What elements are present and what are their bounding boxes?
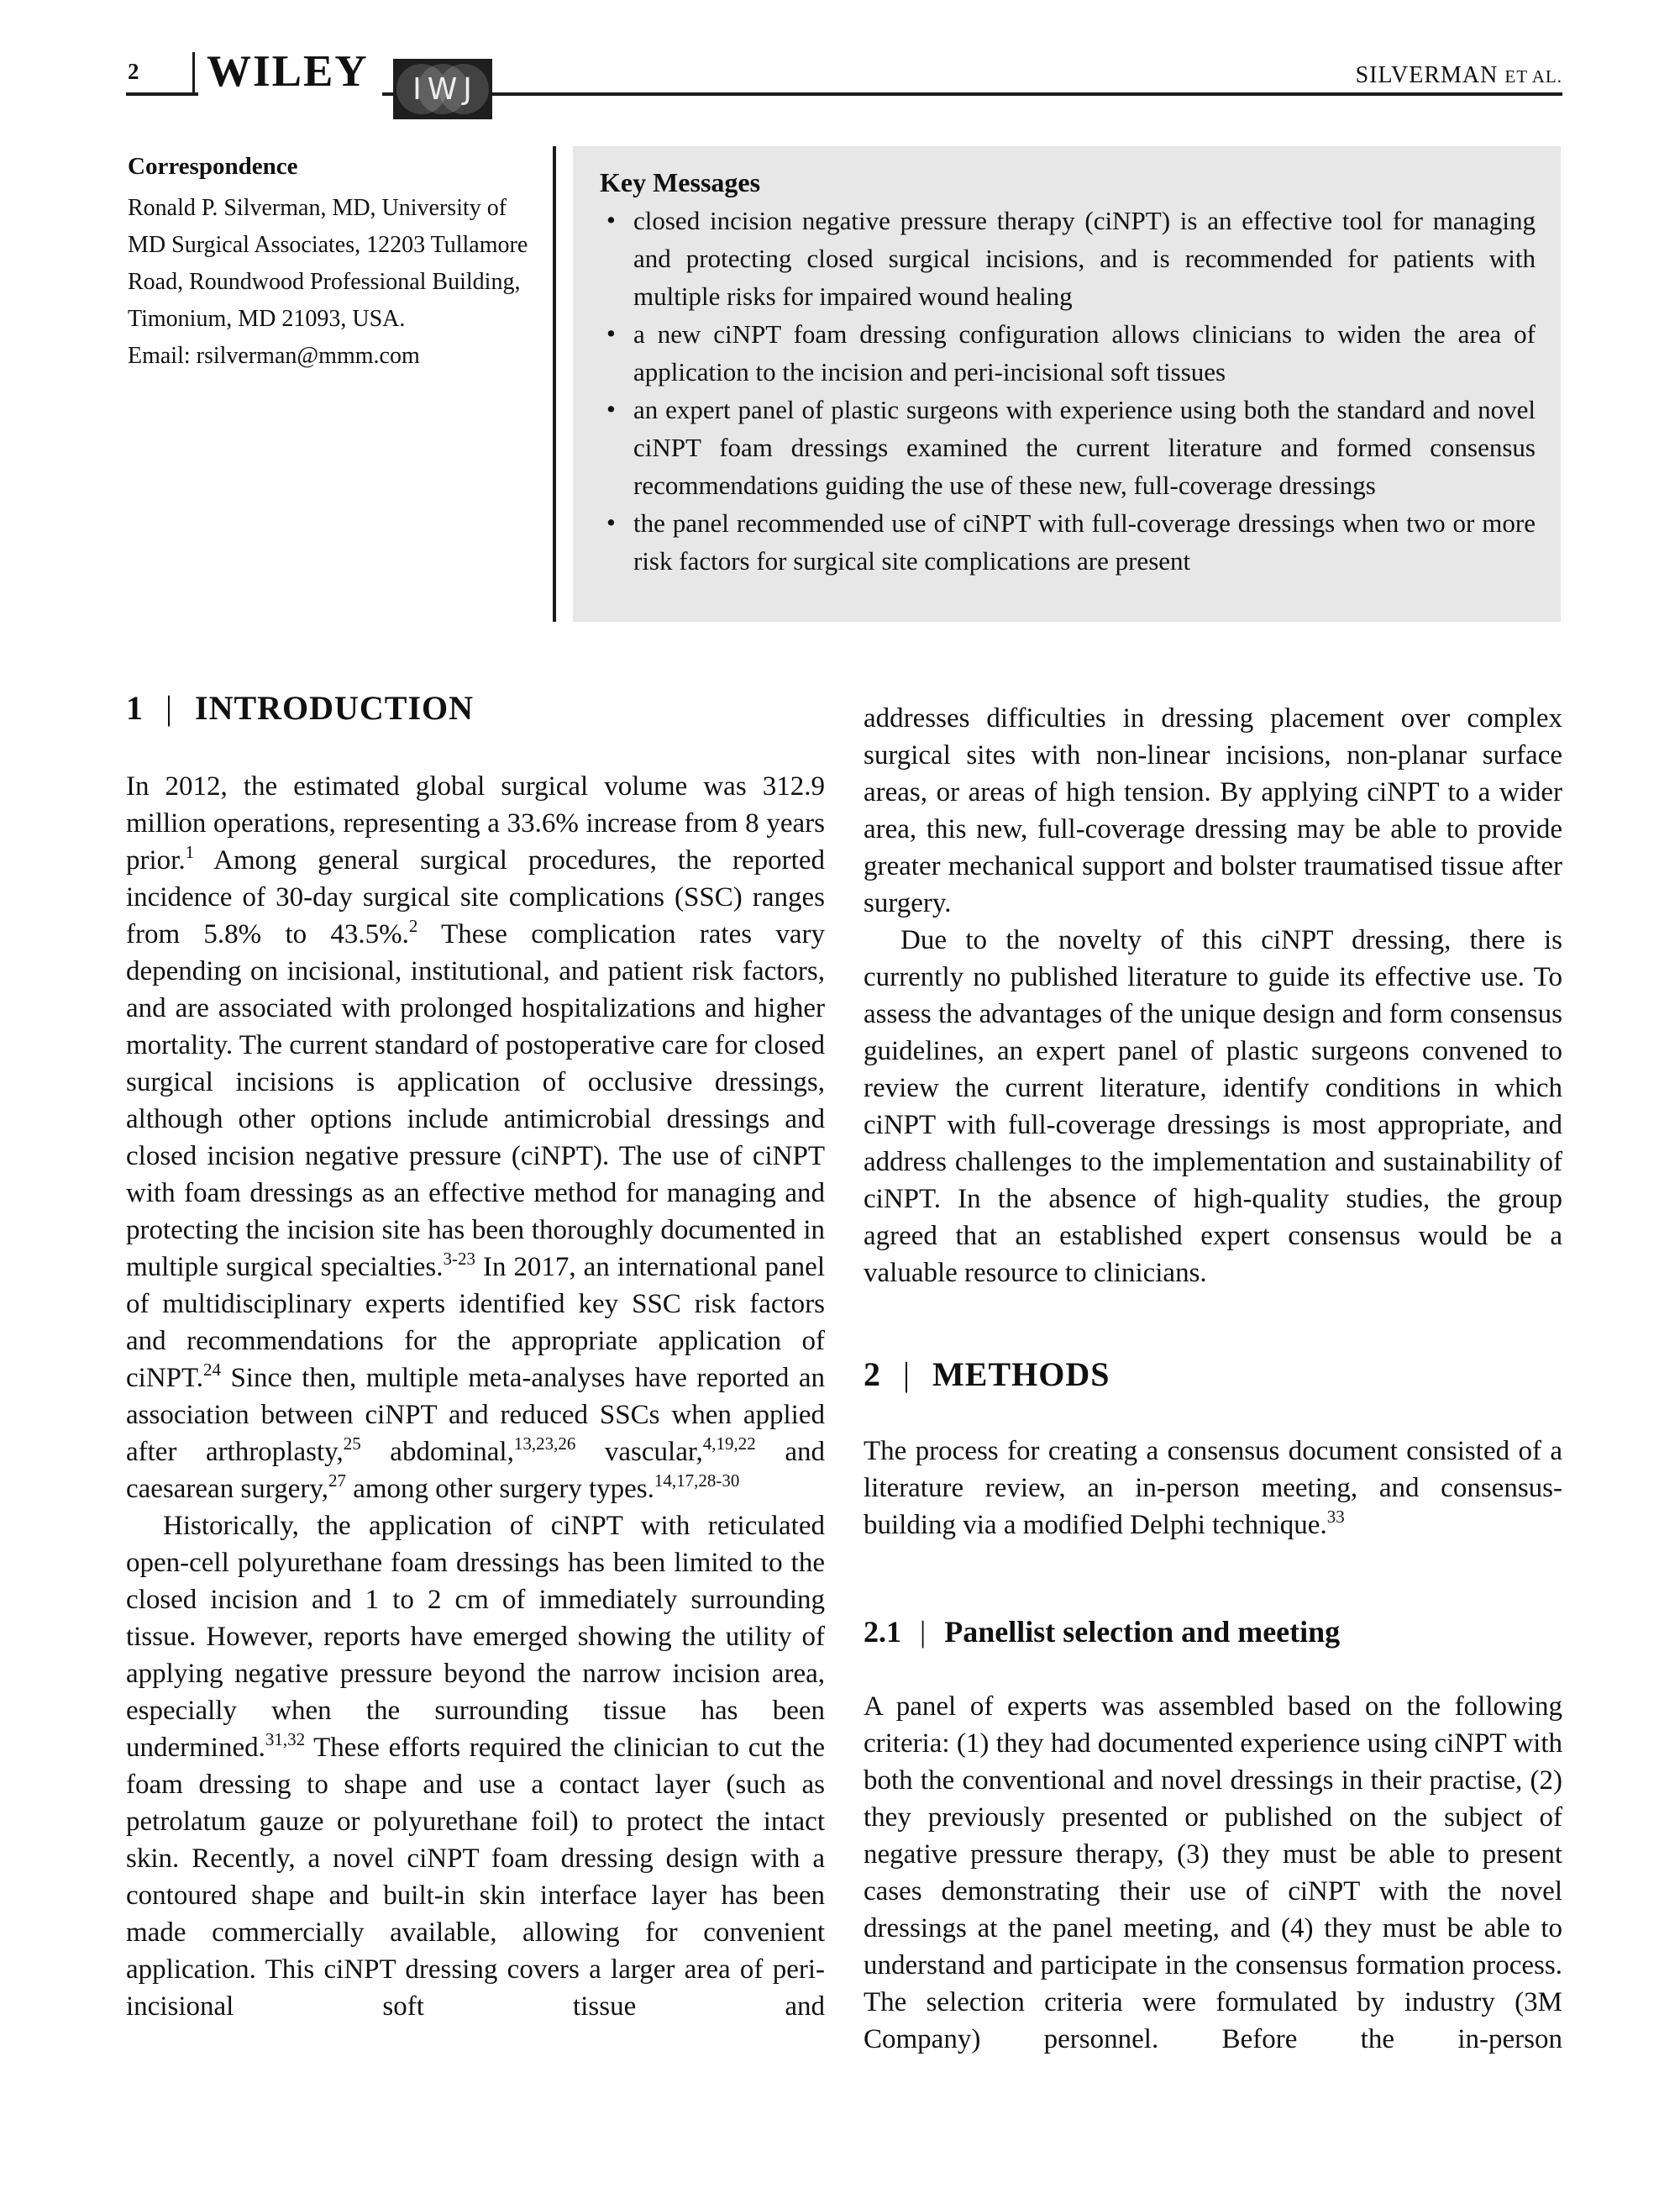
iwj-badge-label: IWJ xyxy=(412,71,478,107)
key-message-item xyxy=(600,315,1536,391)
correspondence-line: Road, Roundwood Professional Building, xyxy=(128,269,521,295)
correspondence-section xyxy=(128,148,552,375)
bullet-icon: • xyxy=(606,394,616,423)
paragraph-intro-2: Historically, the application of ciNPT with reticulated open-cell polyurethane foam dressings has been limited to the closed incision and 1 to 2 cm of immediately surrounding tissue. However, reports have emerged showing the utility of applying negative pressure beyond the narrow incision area, especially when the surrounding tissue has been undermined.$^{31,32}$ These efforts required the clinician to cut the foam dressing to shape and use a contact layer (such as petrolatum gauze or polyurethane foil) to protect the intact skin. Recently, a novel ciNPT foam dressing design with a contoured shape and built-in skin interface layer has been made commercially available, allowing for convenient application. This ciNPT dressing covers a larger area of peri-incisional soft tissue and xyxy=(126,1511,825,2022)
bullet-icon: • xyxy=(606,205,616,234)
methods-heading xyxy=(864,1355,1562,1394)
section-title: INTRODUCTION xyxy=(195,689,475,727)
paragraph-methods: The process for creating a consensus document consisted of a literature review, an in-person meeting, and consensus-building via a modified Delphi technique.$^{33}$ xyxy=(864,1436,1562,1540)
correspondence-line: Ronald P. Silverman, MD, University of xyxy=(128,195,507,221)
correspondence-email: Email: rsilverman@mmm.com xyxy=(128,343,420,369)
paragraph-panellist: A panel of experts was assembled based on the following criteria: (1) they had documented experience using ciNPT with both the conventional and novel dressings in their practise, (2) they previously presented or published on the subject of negative pressure therapy, (3) they must be able to present cases demonstrating their use of ciNPT with the novel dressings at the panel meeting, and (4) they must be able to understand and participate in the consensus formation process. The selection criteria were formulated by industry (3M Company) personnel. Before the in-person xyxy=(864,1691,1562,2054)
key-message-item xyxy=(600,504,1536,580)
correspondence-line: MD Surgical Associates, 12203 Tullamore xyxy=(128,232,528,258)
section-title: Panellist selection and meeting xyxy=(944,1615,1341,1649)
running-head-etal: ET AL. xyxy=(1504,66,1562,87)
key-messages-separator xyxy=(553,146,556,622)
paragraph-intro-4: Due to the novelty of this ciNPT dressing, there is currently no published literature to guide its effective use. To assess the advantages of the unique design and form consensus guidelines, an expert panel of plastic surgeons convened to review the current literature, identify conditions in which ciNPT with full-coverage dressings is most appropriate, and address challenges to the implementation and sustainability of ciNPT. In the absence of high-quality studies, the group agreed that an established expert consensus would be a valuable resource to clinicians. xyxy=(864,925,1562,1288)
heading-pipe: | xyxy=(903,1355,911,1393)
paragraph-intro-3: addresses difficulties in dressing placement over complex surgical sites with non-linear incisions, non-planar surface areas, or areas of high tension. By applying ciNPT to a wider area, this new, full-coverage dressing may be able to provide greater mechanical support and bolster traumatised tissue after surgery. xyxy=(864,703,1562,918)
key-message-text: a new ciNPT foam dressing configuration allows clinicians to widen the area of application to the incision and peri-incisional soft tissues xyxy=(633,319,1536,387)
bullet-icon: • xyxy=(606,318,616,348)
key-messages-title: Key Messages xyxy=(600,167,761,197)
running-head-author: SILVERMAN xyxy=(1355,62,1499,88)
header-tick-divider xyxy=(192,52,195,93)
key-messages-list xyxy=(600,202,1536,580)
wiley-logo: WILEY xyxy=(198,47,382,99)
running-head xyxy=(1356,62,1562,89)
panellist-heading xyxy=(864,1614,1562,1649)
bullet-icon: • xyxy=(606,508,616,537)
right-column xyxy=(864,687,1562,2058)
paragraph-intro-1: In 2012, the estimated global surgical volume was 312.9 million operations, representing a 33.6% increase from 8 years prior.$^1$ Among general surgical procedures, the reported incidence of 30-day surgical site complications (SSC) ranges from 5.8% to 43.5%.$^2$ These complication rates vary depending on incisional, institutional, and patient risk factors, and are associated with prolonged hospitalizations and higher mortality. The current standard of postoperative care for closed surgical incisions is application of occlusive dressings, although other options include antimicrobial dressings and closed incision negative pressure (ciNPT). The use of ciNPT with foam dressings as an effective method for managing and protecting the incision site has been thoroughly documented in multiple surgical specialties.$^{3-23}$ In 2017, an international panel of multidisciplinary experts identified key SSC risk factors and recommendations for the appropriate application of ciNPT.$^{24}$ Since then, multiple meta-analyses have reported an association between ciNPT and reduced SSCs when applied after arthroplasty,$^{25}$ abdominal,$^{13,23,26}$ vascular,$^{4,19,22}$ and caesarean surgery,$^{27}$ among other surgery types.$^{14,17,28-30}$ xyxy=(126,771,826,1504)
section-number: 1 xyxy=(126,689,144,727)
iwj-journal-badge xyxy=(393,59,492,119)
correspondence-line: Timonium, MD 21093, USA. xyxy=(128,306,406,332)
key-message-text: an expert panel of plastic surgeons with experience using both the standard and novel ciNPT foam dressings examined the current literature and formed consensus recommendations guiding the use of these new, full-coverage dressings xyxy=(633,395,1536,500)
key-message-text: closed incision negative pressure therapy (ciNPT) is an effective tool for managing and protecting closed surgical incisions, and is recommended for patients with multiple risks for impaired wound healing xyxy=(633,206,1536,311)
section-title: METHODS xyxy=(932,1355,1110,1393)
heading-pipe: | xyxy=(920,1615,927,1649)
key-message-item xyxy=(600,391,1536,504)
key-message-text: the panel recommended use of ciNPT with full-coverage dressings when two or more risk factors for surgical site complications are present xyxy=(633,508,1536,576)
heading-pipe: | xyxy=(165,689,174,727)
left-column xyxy=(126,687,825,2025)
key-messages-box xyxy=(573,146,1561,622)
page-number: 2 xyxy=(128,59,139,84)
introduction-heading xyxy=(126,689,825,728)
key-message-item xyxy=(600,202,1536,315)
section-number: 2 xyxy=(864,1355,881,1393)
section-number: 2.1 xyxy=(864,1615,901,1649)
correspondence-title: Correspondence xyxy=(128,153,298,180)
